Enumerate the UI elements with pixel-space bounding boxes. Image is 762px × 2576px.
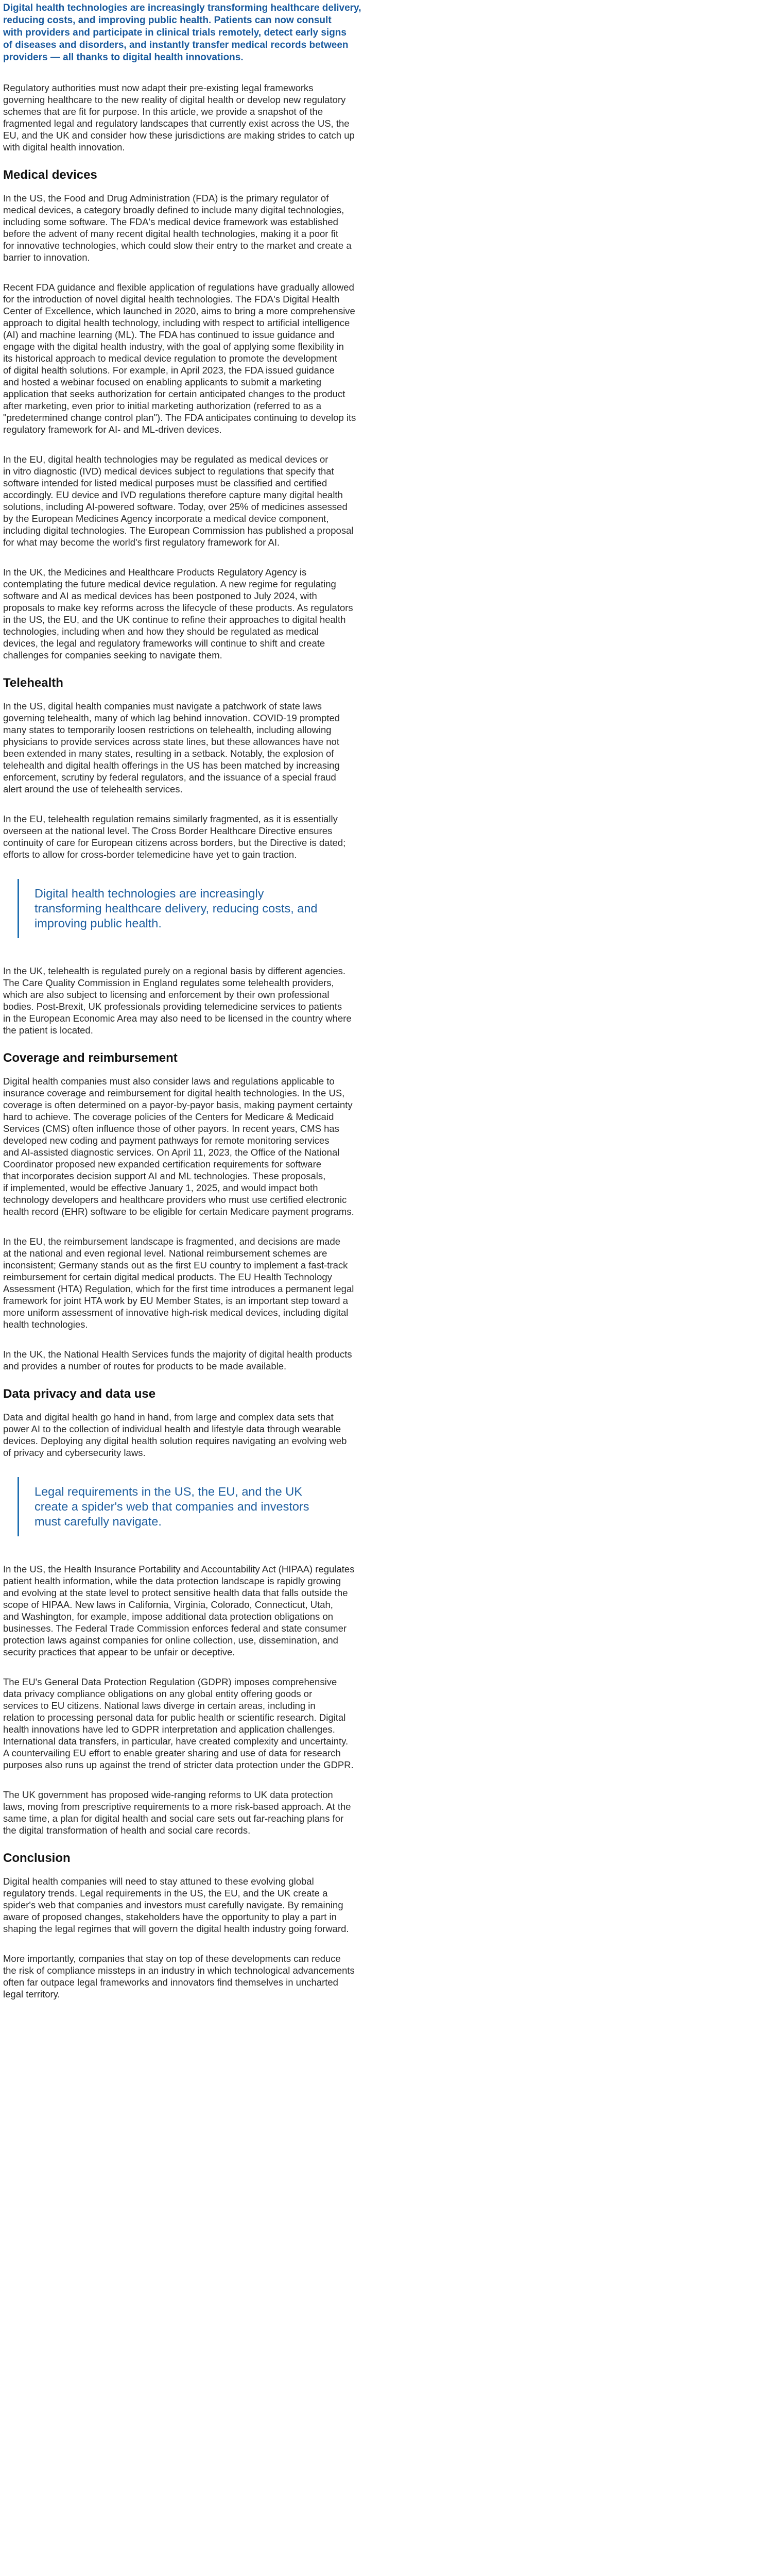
pull-quote-privacy	[18, 1477, 759, 1536]
intro-paragraph: Regulatory authorities must now adapt their pre-existing legal frameworks governing healthcare to the new reality of digital health or develop new regulatory schemes that are fit for purpose. In this article, we provide a snapshot of the fragmented legal and regulatory landscapes that currently exist across the US, the EU, and the UK and consider how these jurisdictions are making strides to catch up with digital health innovation.	[3, 82, 355, 152]
heading-data-privacy: Data privacy and data use	[3, 1387, 156, 1401]
telehealth-paragraph-2: In the EU, telehealth regulation remains similarly fragmented, as it is essentially overseen at the national level. The Cross Border Healthcare Directive ensures continuity of care for European citizens across borders, but the Directive is dated; efforts to allow for cross-border telemedicine have yet to gain traction.	[3, 814, 346, 860]
privacy-paragraph-1: Data and digital health go hand in hand, from large and complex data sets that power AI to the collection of individual health and lifestyle data through wearable devices. Deploying any digital health solution requires navigating an evolving web of privacy and cybersecurity laws.	[3, 1412, 347, 1458]
telehealth-paragraph-1: In the US, digital health companies must navigate a patchwork of state laws governing telehealth, many of which lag behind innovation. COVID-19 prompted many states to temporarily loosen restrictions on telehealth, including allowing physicians to provide services across state lines, but these allowances have not been extended in many states, resulting in a setback. Notably, the explosion of telehealth and digital health offerings in the US has been matched by increasing enforcement, scrutiny by federal regulators, and the issuance of a special fraud alert around the use of telehealth services.	[3, 701, 340, 794]
conclusion-paragraph-1: Digital health companies will need to stay attuned to these evolving global regulatory trends. Legal requirements in the US, the EU, and the UK create a spider's web that companies and investors must carefully navigate. By remaining aware of proposed changes, stakeholders have the opportunity to play a part in shaping the legal regimes that will govern the digital health industry going forward.	[3, 1876, 349, 1934]
privacy-paragraph-4: The UK government has proposed wide-ranging reforms to UK data protection laws, moving from prescriptive requirements to a more risk-based approach. At the same time, a plan for digital health and social care sets out far-reaching plans for the digital transformation of health and social care records.	[3, 1789, 351, 1836]
medical-devices-paragraph-1: In the US, the Food and Drug Administration (FDA) is the primary regulator of medical devices, a category broadly defined to include many digital technologies, including some software. The FDA's medical device framework was established before the advent of many recent digital health technologies, making it a poor fit for innovative technologies, which could slow their entry to the market and create a barrier to innovation.	[3, 193, 352, 263]
coverage-paragraph-1: Digital health companies must also consider laws and regulations applicable to insurance coverage and reimbursement for digital health technologies. In the US, coverage is often determined on a payor-by-payor basis, making payment certainty hard to achieve. The coverage policies of the Centers for Medicare & Medicaid Services (CMS) often influence those of other payors. In recent years, CMS has developed new coding and payment pathways for remote monitoring services and AI-assisted diagnostic services. On April 11, 2023, the Office of the National Coordinator proposed new expanded certification requirements for software that incorporates decision support AI and ML technologies. These proposals, if implemented, would be effective January 1, 2025, and would impact both technology developers and healthcare providers who must use certified electronic health record (EHR) software to be eligible for certain Medicare payment programs.	[3, 1076, 354, 1217]
heading-medical-devices: Medical devices	[3, 168, 97, 182]
medical-devices-paragraph-2: Recent FDA guidance and flexible application of regulations have gradually allowed for the introduction of novel digital health technologies. The FDA's Digital Health Center of Excellence, which launched in 2020, aims to bring a more comprehensive approach to digital health technology, including with respect to artificial intelligence (AI) and machine learning (ML). The FDA has continued to issue guidance and engage with the digital health industry, with the goal of applying some flexibility in its historical approach to medical device regulation to promote the development of digital health solutions. For example, in April 2023, the FDA issued guidance and hosted a webinar focused on enabling applicants to submit a marketing application that seeks authorization for certain anticipated changes to the product after marketing, even prior to initial marketing authorization (referred to as a "predetermined change control plan"). The FDA anticipates continuing to develop its regulatory framework for AI- and ML-driven devices.	[3, 282, 356, 435]
coverage-paragraph-2: In the EU, the reimbursement landscape is fragmented, and decisions are made at the national and even regional level. National reimbursement schemes are inconsistent; Germany stands out as the first EU country to implement a fast-track reimbursement for certain digital medical products. The EU Health Technology Assessment (HTA) Regulation, which for the first time introduces a permanent legal framework for joint HTA work by EU Member States, is an important step toward a more uniform assessment of innovative high-risk medical devices, including digital health technologies.	[3, 1236, 354, 1330]
telehealth-paragraph-3: In the UK, telehealth is regulated purely on a regional basis by different agencies. The Care Quality Commission in England regulates some telehealth providers, which are also subject to licensing and enforcement by their own professional bodies. Post-Brexit, UK professionals providing telemedicine services to patients in the European Economic Area may also need to be licensed in the country where the patient is located.	[3, 965, 352, 1036]
privacy-paragraph-2: In the US, the Health Insurance Portability and Accountability Act (HIPAA) regulates patient health information, while the data protection landscape is rapidly growing and evolving at the state level to protect sensitive health data that falls outside the scope of HIPAA. New laws in California, Virginia, Colorado, Connecticut, Utah, and Washington, for example, impose additional data protection obligations on businesses. The Federal Trade Commission enforces federal and state consumer protection laws against companies for online collection, use, dissemination, and security practices that appear to be unfair or deceptive.	[3, 1564, 355, 1657]
heading-conclusion: Conclusion	[3, 1851, 71, 1865]
pull-quote-telehealth	[18, 879, 759, 938]
pull-quote-text: Digital health technologies are increasingly transforming healthcare delivery, reducing costs, and improving public health.	[34, 887, 318, 930]
pull-quote-text: Legal requirements in the US, the EU, and the UK create a spider's web that companies and investors must carefully navigate.	[34, 1485, 309, 1528]
medical-devices-paragraph-3: In the EU, digital health technologies may be regulated as medical devices or in vitro diagnostic (IVD) medical devices subject to regulations that specify that software intended for listed medical purposes must be classified and certified accordingly. EU device and IVD regulations therefore capture many digital health solutions, including AI-powered software. Today, over 25% of medicines assessed by the European Medicines Agency incorporate a medical device component, including digital technologies. The European Commission has published a proposal for what may become the world's first regulatory framework for AI.	[3, 454, 354, 548]
conclusion-paragraph-2: More importantly, companies that stay on top of these developments can reduce the risk of compliance missteps in an industry in which technological advancements often far outpace legal frameworks and innovators find themselves in uncharted legal territory.	[3, 1953, 355, 1999]
article-lead: Digital health technologies are increasingly transforming healthcare delivery, reducing costs, and improving public health. Patients can now consult with providers and participate in clinical trials remotely, detect early signs of diseases and disorders, and instantly transfer medical records between providers — all thanks to digital health innovations.	[3, 3, 361, 63]
heading-telehealth: Telehealth	[3, 676, 63, 690]
heading-coverage-reimbursement: Coverage and reimbursement	[3, 1051, 178, 1065]
coverage-paragraph-3: In the UK, the National Health Services funds the majority of digital health products and provides a number of routes for products to be made available.	[3, 1349, 352, 1371]
medical-devices-paragraph-4: In the UK, the Medicines and Healthcare Products Regulatory Agency is contemplating the future medical device regulation. A new regime for regulating software and AI as medical devices has been postponed to July 2024, with proposals to make key reforms across the lifecycle of these products. As regulators in the US, the EU, and the UK continue to refine their approaches to digital health technologies, including when and how they should be regulated as medical devices, the legal and regulatory frameworks will continue to shift and create challenges for companies seeking to navigate them.	[3, 567, 353, 660]
privacy-paragraph-3: The EU's General Data Protection Regulation (GDPR) imposes comprehensive data privacy compliance obligations on any global entity offering goods or services to EU citizens. National laws diverge in certain areas, including in relation to processing personal data for public health or scientific research. Digital health innovations have led to GDPR interpretation and application challenges. International data transfers, in particular, have created complexity and uncertainty. A countervailing EU effort to enable greater sharing and use of data for research purposes also runs up against the trend of stricter data protection under the GDPR.	[3, 1676, 354, 1770]
